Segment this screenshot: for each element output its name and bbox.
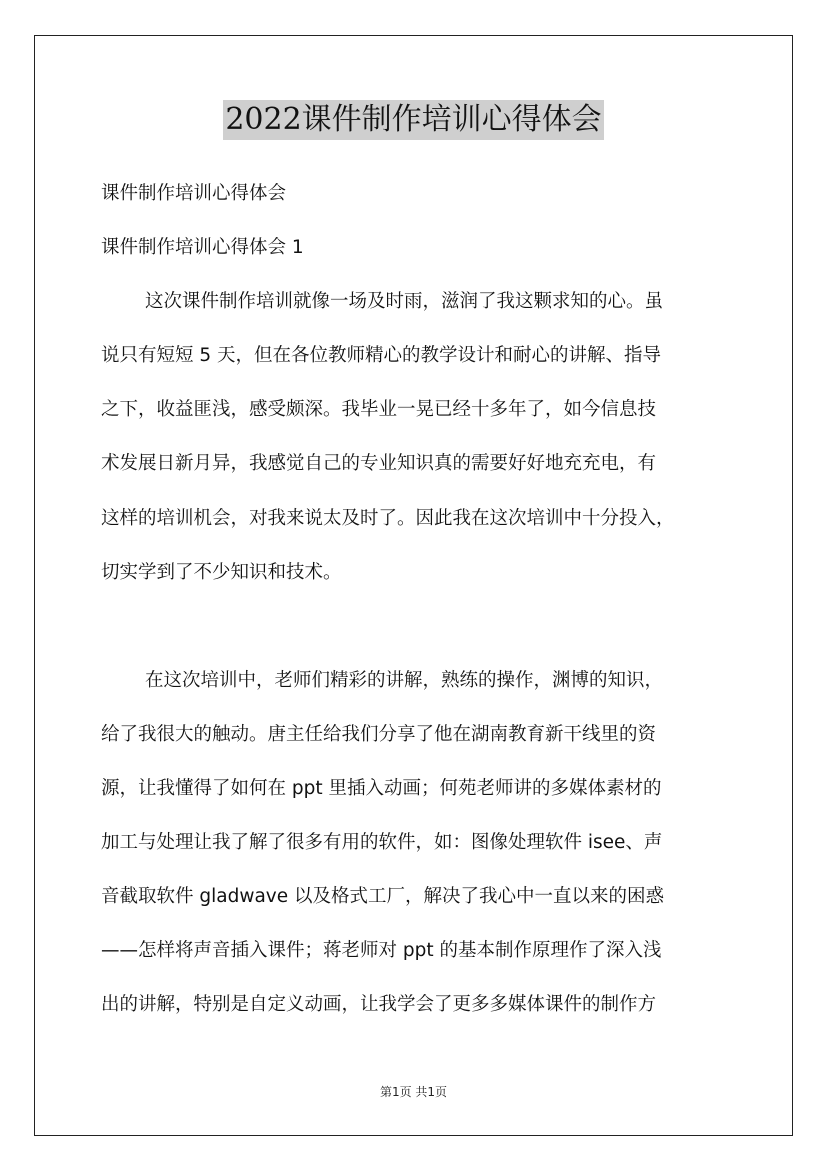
paragraph1-line: 这样的培训机会，对我来说太及时了。因此我在这次培训中十分投入， xyxy=(101,508,675,529)
paragraph1-line: 术发展日新月异，我感觉自己的专业知识真的需要好好地充充电，有 xyxy=(101,453,657,474)
paragraph2-line: 加工与处理让我了解了很多有用的软件，如：图像处理软件 isee、声 xyxy=(101,832,663,853)
section-heading: 课件制作培训心得体会 1 xyxy=(101,237,304,258)
paragraph2-line: 源，让我懂得了如何在 ppt 里插入动画；何苑老师讲的多媒体素材的 xyxy=(101,778,662,799)
paragraph2-line: 出的讲解，特别是自定义动画，让我学会了更多多媒体课件的制作方 xyxy=(101,994,657,1015)
paragraph1-line: 切实学到了不少知识和技术。 xyxy=(101,562,342,583)
paragraph1-line: 之下，收益匪浅，感受颇深。我毕业一晃已经十多年了，如今信息技 xyxy=(101,399,657,420)
paragraph2-line: 音截取软件 gladwave 以及格式工厂，解决了我心中一直以来的困惑 xyxy=(101,886,665,907)
paragraph2-line: ——怎样将声音插入课件；蒋老师对 ppt 的基本制作原理作了深入浅 xyxy=(101,940,662,961)
paragraph2-line: 给了我很大的触动。唐主任给我们分享了他在湖南教育新干线里的资 xyxy=(101,724,657,745)
paragraph1-line: 说只有短短 5 天，但在各位教师精心的教学设计和耐心的讲解、指导 xyxy=(101,345,662,366)
page-number-footer: 第1页 共1页 xyxy=(379,1085,448,1099)
title-container xyxy=(0,100,827,140)
paragraph1-line: 这次课件制作培训就像一场及时雨，滋润了我这颗求知的心。虽 xyxy=(145,291,664,312)
document-subtitle: 课件制作培训心得体会 xyxy=(101,183,287,204)
paragraph2-line: 在这次培训中，老师们精彩的讲解，熟练的操作，渊博的知识， xyxy=(145,670,664,691)
document-title: 2022课件制作培训心得体会 xyxy=(223,100,603,140)
